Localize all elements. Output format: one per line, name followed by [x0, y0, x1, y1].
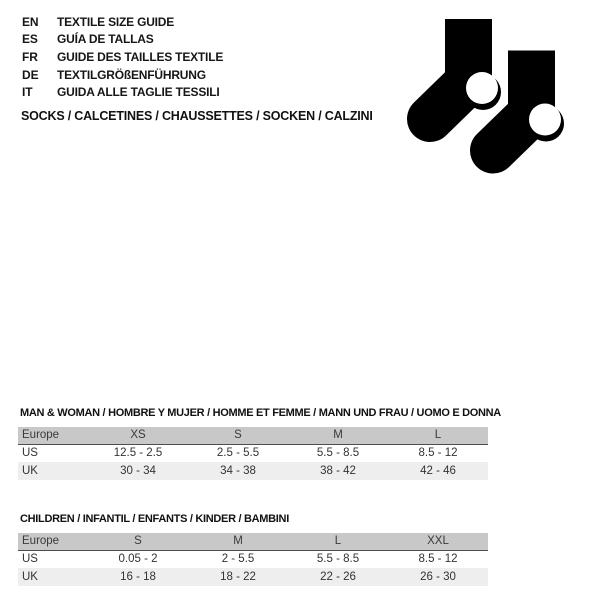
guide-title-fr: GUIDE DES TAILLES TEXTILE — [57, 49, 224, 64]
language-list — [22, 13, 223, 101]
size-table-man-woman — [18, 407, 501, 480]
language-row-it — [22, 83, 223, 101]
column-header: M — [333, 429, 343, 442]
size-cell: 5.5 - 8.5 — [316, 553, 360, 566]
guide-title-es: GUÍA DE TALLAS — [57, 32, 154, 47]
table-row-us — [18, 445, 488, 463]
language-code: FR — [22, 49, 38, 64]
table-header-row — [18, 427, 488, 445]
guide-title-de: TEXTILGRÖßENFÜHRUNG — [57, 67, 206, 82]
language-code: ES — [22, 32, 38, 47]
size-cell: 16 - 18 — [120, 570, 156, 583]
table-header-row — [18, 533, 488, 551]
size-cell: 2.5 - 5.5 — [216, 447, 260, 460]
language-code: EN — [22, 14, 39, 29]
column-header: XS — [130, 429, 146, 442]
column-header: Europe — [22, 535, 60, 548]
column-header: S — [134, 535, 142, 548]
sock-back — [430, 19, 501, 119]
table-row-us — [18, 551, 488, 569]
column-header: S — [234, 429, 242, 442]
size-cell: 5.5 - 8.5 — [316, 447, 360, 460]
row-label: US — [22, 553, 38, 566]
column-header: L — [334, 535, 342, 548]
language-row-es — [22, 31, 223, 49]
size-cell: 34 - 38 — [220, 464, 256, 477]
size-cell: 8.5 - 12 — [418, 447, 458, 460]
table-title: MAN & WOMAN / HOMBRE Y MUJER / HOMME ET FEMME / MANN UND FRAU / UOMO E DONNA — [20, 407, 501, 419]
size-cell: 2 - 5.5 — [221, 553, 255, 566]
size-cell: 38 - 42 — [320, 464, 356, 477]
size-cell: 26 - 30 — [420, 570, 456, 583]
language-code: IT — [22, 85, 33, 100]
table-row-uk — [18, 462, 488, 480]
size-cell: 0.05 - 2 — [118, 553, 158, 566]
column-header: L — [434, 429, 442, 442]
guide-title-it: GUIDA ALLE TAGLIE TESSILI — [57, 85, 220, 100]
size-cell: 8.5 - 12 — [418, 553, 458, 566]
table-title: CHILDREN / INFANTIL / ENFANTS / KINDER / BAMBINI — [20, 513, 289, 525]
size-cell: 30 - 34 — [120, 464, 156, 477]
size-cell: 22 - 26 — [320, 570, 356, 583]
row-label: UK — [22, 570, 38, 583]
language-row-fr — [22, 48, 223, 66]
column-header: Europe — [22, 429, 60, 442]
sock-front — [493, 51, 564, 151]
socks-icon — [400, 10, 570, 180]
row-label: UK — [22, 464, 38, 477]
category-line: SOCKS / CALCETINES / CHAUSSETTES / SOCKEN / CALZINI — [21, 109, 373, 123]
language-row-de — [22, 66, 223, 84]
size-cell: 18 - 22 — [220, 570, 256, 583]
guide-title-en: TEXTILE SIZE GUIDE — [57, 14, 175, 29]
column-header: XXL — [427, 535, 449, 548]
size-cell: 12.5 - 2.5 — [113, 447, 163, 460]
size-cell: 42 - 46 — [420, 464, 456, 477]
size-table-children — [18, 513, 488, 586]
table-row-uk — [18, 568, 488, 586]
column-header: M — [233, 535, 243, 548]
language-row-en — [22, 13, 223, 31]
row-label: US — [22, 447, 38, 460]
language-code: DE — [22, 67, 39, 82]
